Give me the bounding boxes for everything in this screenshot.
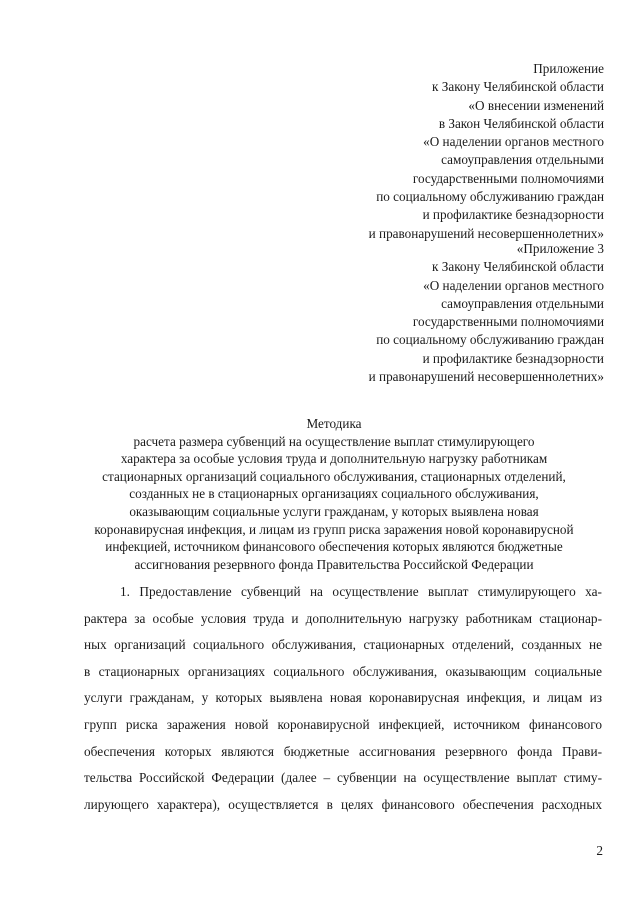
appendix-3-header-line: «Приложение 3 (516, 241, 604, 256)
body-line: тельства Российской Федерации (далее – субвенции на осуществление выплат стиму- (84, 770, 602, 786)
appendix-header-line: к Закону Челябинской области (432, 79, 604, 95)
appendix-3-header-line: государственными полномочиями (412, 314, 604, 330)
body-line: рактера за особые условия труда и дополнительную нагрузку работникам стационар- (84, 610, 602, 626)
appendix-header-line: «О внесении изменений (468, 97, 604, 113)
appendix-header-line: в Закон Челябинской области (438, 115, 604, 131)
title-line: коронавирусная инфекция, и лицам из групп риска заражения новой коронавирусной (94, 521, 574, 537)
page-number: 2 (596, 843, 603, 858)
appendix-header-line: «О наделении органов местного (423, 134, 604, 150)
body-line: групп риска заражения новой коронавирусной инфекцией, источником финансового (84, 716, 602, 732)
appendix-header-line: Приложение (533, 61, 604, 76)
body-line: услуги гражданам, у которых выявлена новая коронавирусная инфекция, и лицам из (84, 690, 602, 706)
title-line: оказывающим социальные услуги гражданам, у которых выявлена новая (129, 503, 539, 519)
body-paragraph (84, 579, 602, 818)
title-line: расчета размера субвенций на осуществление выплат стимулирующего (133, 433, 535, 449)
appendix-header-line: государственными полномочиями (412, 170, 604, 186)
appendix-header-line: самоуправления отдельными (441, 152, 604, 168)
appendix-3-header-line: «О наделении органов местного (423, 277, 604, 293)
body-line: обеспечения которых являются бюджетные ассигнования резервного фонда Прави- (84, 743, 602, 759)
title-line: инфекцией, источником финансового обеспечения которых являются бюджетные (105, 539, 563, 555)
appendix-header-line: и правонарушений несовершеннолетних» (368, 225, 604, 241)
appendix-3-header-line: и профилактике безнадзорности (422, 350, 604, 366)
document-title (84, 415, 584, 573)
appendix-3-header-line: самоуправления отдельными (441, 295, 604, 311)
body-line: в стационарных организациях социального обслуживания, оказывающим социальные (84, 663, 602, 679)
appendix-3-header-line: по социальному обслуживанию граждан (376, 332, 604, 348)
title-line: стационарных организаций социального обслуживания, стационарных отделений, (102, 468, 566, 484)
body-line: ных организаций социального обслуживания, стационарных отделений, созданных не (84, 637, 602, 653)
body-line: лирующего характера), осуществляется в целях финансового обеспечения расходных (84, 796, 602, 812)
title-line: ассигнования резервного фонда Правительства Российской Федерации (134, 556, 534, 572)
appendix-3-header-line: к Закону Челябинской области (432, 259, 604, 275)
appendix-header-line: и профилактике безнадзорности (422, 207, 604, 223)
appendix-header (369, 60, 604, 243)
appendix-3-header (369, 240, 604, 386)
appendix-3-header-line: и правонарушений несовершеннолетних» (368, 369, 604, 385)
appendix-header-line: по социальному обслуживанию граждан (376, 189, 604, 205)
title-line: созданных не в стационарных организациях социального обслуживания, (129, 486, 539, 502)
body-line: 1. Предоставление субвенций на осуществление выплат стимулирующего ха- (120, 584, 602, 599)
title-line: характера за особые условия труда и дополнительную нагрузку работникам (120, 451, 548, 467)
title-line: Методика (306, 416, 362, 431)
